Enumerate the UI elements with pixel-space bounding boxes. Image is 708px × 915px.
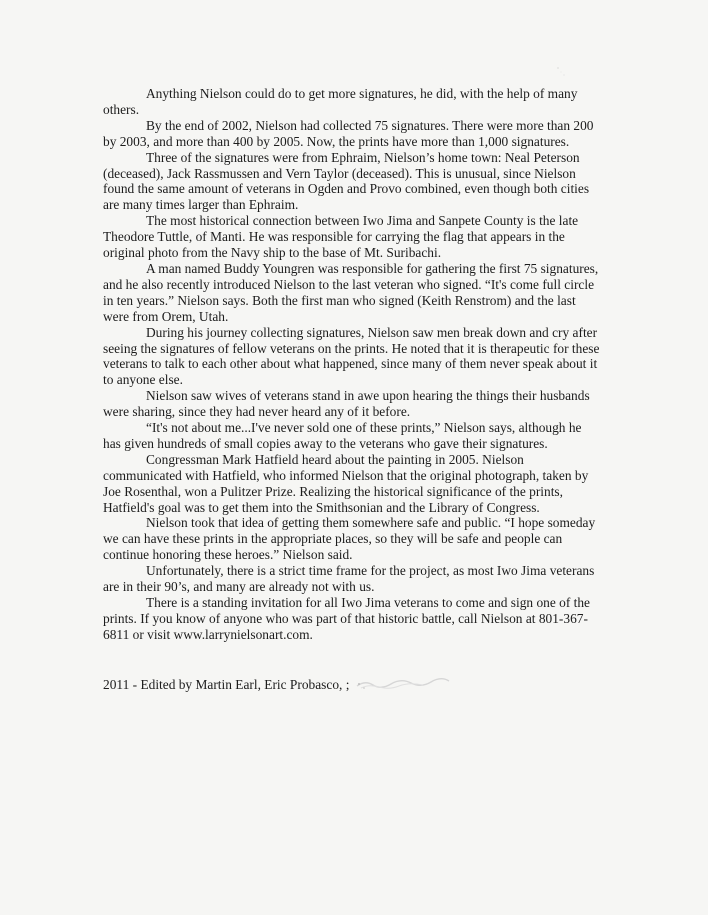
paragraph-8: “It's not about me...I've never sold one of these prints,” Nielson says, although he has given hundreds of small copies away to the veterans who gave their signatures.	[103, 420, 582, 451]
paragraph-9: Congressman Mark Hatfield heard about the painting in 2005. Nielson communicated with Hatfield, who informed Nielson that the original photograph, taken by Joe Rosenthal, won a Pulitzer Prize. Realizing the historical significance of the prints, Hatfield's goal was to get them into the Smithsonian and the Library of Congress.	[103, 451, 589, 515]
paragraph-2: By the end of 2002, Nielson had collected 75 signatures. There were more than 200 by 2003, and more than 400 by 2005. Now, the prints have more than 1,000 signatures.	[103, 117, 594, 149]
paragraph-1: Anything Nielson could do to get more signatures, he did, with the help of many others.	[103, 86, 578, 117]
paragraph-12: There is a standing invitation for all Iwo Jima veterans to come and sign one of the prints. If you know of anyone who was part of that historic battle, call Nielson at 801-367-6811 or visit www.larrynielsonart.com.	[103, 595, 591, 642]
erased-smudge	[353, 674, 453, 694]
paragraph-10: Nielson took that idea of getting them somewhere safe and public. “I hope someday we can have these prints in the appropriate places, so they will be safe and people can continue honoring these heroes.” Nielson said.	[103, 515, 596, 563]
article-body	[103, 86, 601, 643]
paragraph-3: Three of the signatures were from Ephraim, Nielson’s home town: Neal Peterson (deceased), Jack Rassmussen and Vern Taylor (deceased). This is unusual, since Nielson found the same amount of veterans in Ogden and Provo combined, even though both cities are many times larger than Ephraim.	[103, 149, 590, 213]
paragraph-11: Unfortunately, there is a strict time frame for the project, as most Iwo Jima veterans are in their 90’s, and many are already not with us.	[103, 563, 595, 595]
paragraph-5: A man named Buddy Youngren was responsible for gathering the first 75 signatures, and he also recently introduced Nielson to the last veteran who signed. “It's come full circle in ten years.” Nielson says. Both the first man who signed (Keith Renstrom) and the last were from Orem, Utah.	[103, 260, 599, 324]
paragraph-4: The most historical connection between Iwo Jima and Sanpete County is the late Theodore Tuttle, of Manti. He was responsible for carrying the flag that appears in the original photo from the Navy ship to the base of Mt. Suribachi.	[103, 213, 579, 261]
paragraph-7: Nielson saw wives of veterans stand in awe upon hearing the things their husbands were sharing, since they had never heard any of it before.	[103, 388, 590, 420]
edit-credit-footer: 2011 - Edited by Martin Earl, Eric Probasco, ;	[103, 677, 350, 692]
paragraph-6: During his journey collecting signatures, Nielson saw men break down and cry after seeing the signatures of fellow veterans on the prints. He noted that it is therapeutic for these veterans to talk to each other about what happened, since many of them never speak about it to anyone else.	[103, 324, 600, 388]
